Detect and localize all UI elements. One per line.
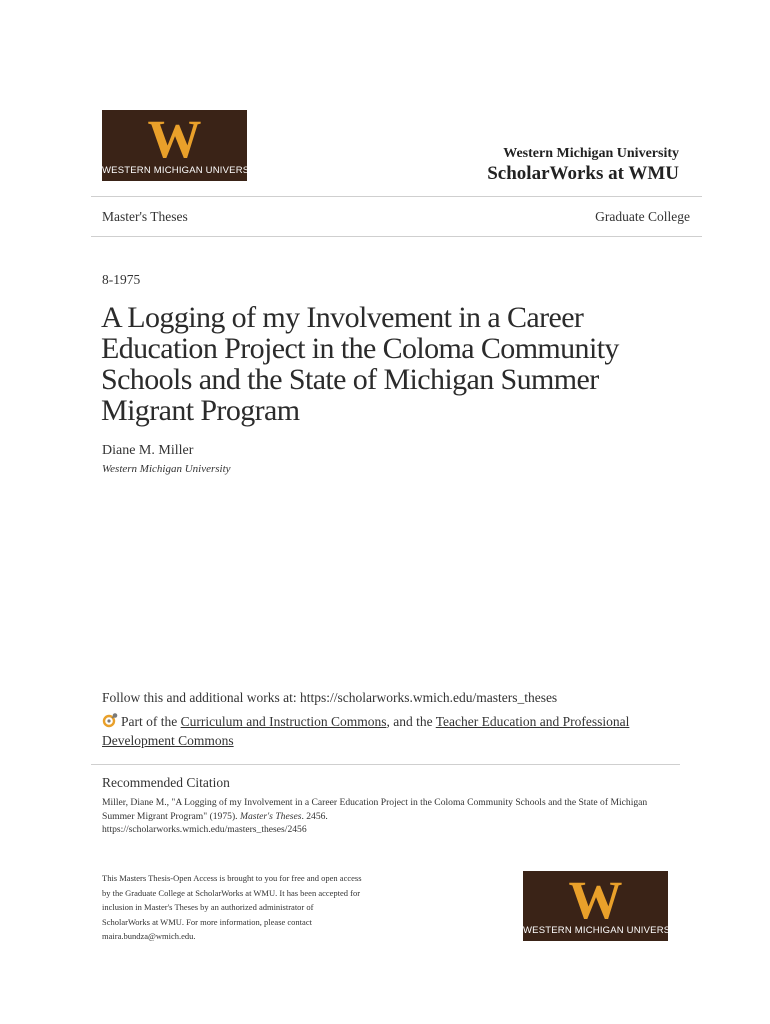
notice-line: This Masters Thesis-Open Access is brought to you for free and open access xyxy=(102,873,362,883)
contact-email[interactable]: maira.bundza@wmich.edu. xyxy=(102,931,196,941)
author-name: Diane M. Miller xyxy=(102,443,194,458)
notice-line: by the Graduate College at ScholarWorks at WMU. It has been accepted for xyxy=(102,887,361,898)
notice-line: inclusion in Master's Theses by an authorized administrator of xyxy=(102,902,314,912)
citation-divider xyxy=(91,764,680,765)
teacher-education-commons-link[interactable]: Teacher Education and Professional Development Commons xyxy=(102,714,630,748)
part-of-joiner: , and the xyxy=(386,714,433,729)
part-of-prefix: Part of the xyxy=(121,714,178,729)
college-link[interactable]: Graduate College xyxy=(595,209,690,224)
citation-series: Master's Theses xyxy=(239,810,302,822)
citation-text xyxy=(102,796,672,837)
wmu-logo-text: WESTERN MICHIGAN UNIVERSITY xyxy=(102,165,265,176)
curriculum-commons-link[interactable]: Curriculum and Instruction Commons xyxy=(180,714,387,729)
follow-works-link[interactable]: Follow this and additional works at: https://scholarworks.wmich.edu/masters_theses xyxy=(102,690,558,705)
citation-number: . 2456. xyxy=(301,810,328,822)
author-affiliation: Western Michigan University xyxy=(102,463,231,475)
citation-main: Miller, Diane M., "A Logging of my Involvement in a Career Education Project in the Coloma Community Schools and the State of Michigan Summer Migrant Program" (1975). xyxy=(102,797,648,822)
repository-university: Western Michigan University xyxy=(503,146,679,161)
notice-line: ScholarWorks at WMU. For more information, please contact xyxy=(102,916,312,927)
paper-title: A Logging of my Involvement in a Career Education Project in the Coloma Community Schools and the State of Michigan Summer Migrant Program xyxy=(101,301,619,427)
repository-name[interactable]: ScholarWorks at WMU xyxy=(487,163,679,184)
publication-date: 8-1975 xyxy=(102,272,141,287)
collection-link[interactable]: Master's Theses xyxy=(102,209,188,224)
part-of-commons xyxy=(102,712,672,750)
wmu-logo-bottom xyxy=(523,870,686,941)
wmu-w-mark: W xyxy=(147,109,202,169)
wmu-logo-top xyxy=(102,109,265,181)
nav-divider xyxy=(91,236,702,237)
commons-network-icon xyxy=(102,713,118,727)
citation-heading: Recommended Citation xyxy=(102,775,230,790)
citation-url[interactable]: https://scholarworks.wmich.edu/masters_theses/2456 xyxy=(102,824,307,835)
header-divider xyxy=(91,196,702,197)
wmu-w-mark: W xyxy=(568,870,623,930)
wmu-logo-text: WESTERN MICHIGAN UNIVERSITY xyxy=(523,925,686,936)
access-notice xyxy=(102,871,402,944)
